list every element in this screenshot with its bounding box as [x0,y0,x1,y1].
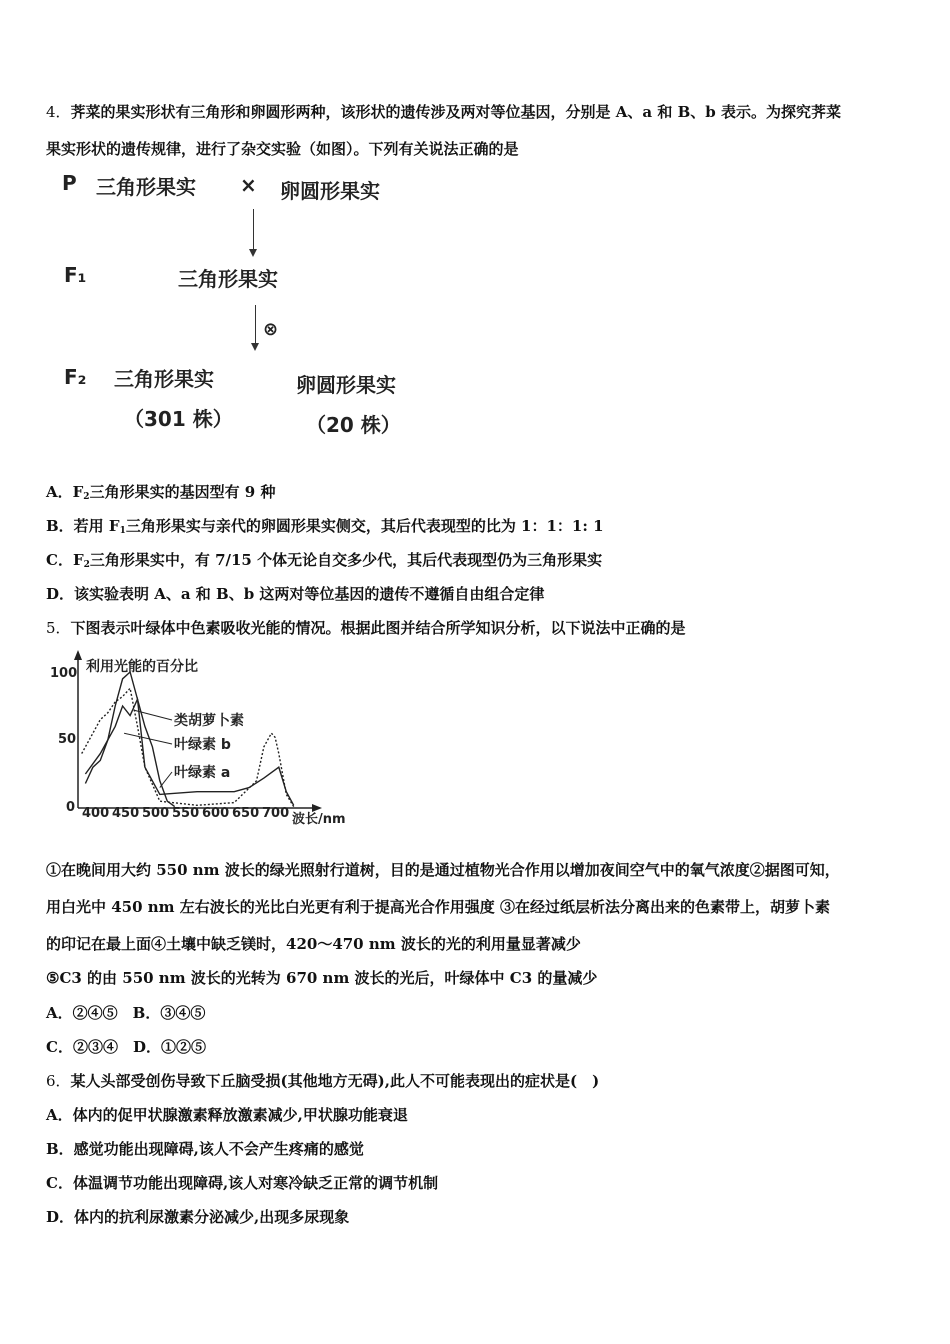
q6-stem-text: 某人头部受创伤导致下丘脑受损(其他地方无碍),此人不可能表现出的症状是( ) [70,1072,600,1090]
y-tick-0: 0 [66,800,76,815]
f2-right-phenotype: 卵圆形果实 [296,373,396,397]
q4-option-a [46,482,275,507]
q5-statement-line1: ①在晚间用大约 550 nm 波长的绿光照射行道树，目的是通过植物光合作用以增加夜间空气中的氧气浓度②据图可知， [46,861,840,879]
q5-stem-text: 下图表示叶绿体中色素吸收光能的情况。根据此图并结合所学知识分析，以下说法中正确的是 [70,619,686,637]
x-tick-700: 700 [262,806,290,821]
q5-number: 5． [46,619,71,637]
self-cross-symbol: ⊗ [263,319,279,340]
q5-options-row2: C．②③④ D．①②⑤ [46,1038,206,1056]
q4-option-c-post: 三角形果实中，有 7/15 个体无论自交多少代，其后代表现型仍为三角形果实 [89,551,603,569]
q4-option-c [46,550,602,575]
x-axis-label: 波长/nm [292,812,346,827]
q4-cross-diagram [58,165,438,445]
q4-option-b-post: 三角形果实与亲代的卵圆形果实侧交，其后代表现型的比为 1：1：1: 1 [125,517,604,535]
cross-symbol: × [240,173,257,197]
q4-option-b-pre: B．若用 F [46,517,120,535]
q5-absorption-chart [48,650,368,830]
legend-carotenoid: 类胡萝卜素 [174,713,244,729]
q5-statement-line4: ⑤C3 的由 550 nm 波长的光转为 670 nm 波长的光后，叶绿体中 C3 的量减少 [46,969,598,987]
f2-left-phenotype: 三角形果实 [114,367,214,391]
f2-right-count: （20 株） [306,413,401,437]
q4-option-c-pre: C．F [46,551,84,569]
x-tick-400: 400 [82,806,110,821]
q4-option-a-sub: 2 [83,492,90,502]
q4-number: 4． [46,103,71,121]
y-tick-100: 100 [50,666,78,681]
q6-number: 6． [46,1072,71,1090]
q6-option-a: A．体内的促甲状腺激素释放激素减少,甲状腺功能衰退 [46,1106,408,1124]
q4-option-a-post: 三角形果实的基因型有 9 种 [89,483,276,501]
f2-generation-label: F₂ [64,365,87,389]
x-tick-450: 450 [112,806,140,821]
q4-option-c-sub: 2 [83,560,90,570]
p-generation-label: P [62,171,77,195]
chart-title: 利用光能的百分比 [86,659,198,675]
q4-option-b-sub: 1 [119,526,126,536]
chlorophyll-a-leader [160,772,172,788]
q5-statement-line2: 用白光中 450 nm 左右波长的光比白光更有利于提高光合作用强度 ③在经过纸层析法分离出来的色素带上，胡萝卜素 [46,898,830,916]
q6-stem [46,1071,599,1091]
q6-option-d: D．体内的抗利尿激素分泌减少,出现多尿现象 [46,1208,350,1226]
q4-option-a-pre: A．F [46,483,84,501]
x-tick-550: 550 [172,806,200,821]
q4-stem-line1 [46,102,841,122]
q5-stem [46,618,686,638]
p-right-phenotype: 卵圆形果实 [280,179,380,203]
y-axis-arrow [74,650,82,660]
self-arrow-head [251,343,259,351]
f2-left-count: （301 株） [124,407,233,431]
legend-chlorophyll-a: 叶绿素 a [174,765,231,781]
p-left-phenotype: 三角形果实 [96,175,196,199]
y-tick-50: 50 [58,732,77,747]
q5-options-row1: A．②④⑤ B．③④⑤ [46,1004,206,1022]
self-arrow-line [255,305,256,345]
q6-option-b: B．感觉功能出现障碍,该人不会产生疼痛的感觉 [46,1140,364,1158]
carotenoid-curve [85,699,174,806]
legend-chlorophyll-b: 叶绿素 b [174,737,231,753]
cross-arrow-head [249,249,257,257]
q4-option-b [46,516,604,541]
x-tick-650: 650 [232,806,260,821]
q6-option-c: C．体温调节功能出现障碍,该人对寒冷缺乏正常的调节机制 [46,1174,439,1192]
q5-statement-line3: 的印记在最上面④土壤中缺乏镁时，420～470 nm 波长的光的利用量显著减少 [46,935,581,953]
cross-arrow-line [253,209,254,251]
f1-generation-label: F₁ [64,263,87,287]
q4-stem-text1: 荠菜的果实形状有三角形和卵圆形两种，该形状的遗传涉及两对等位基因，分别是 A、a 和 B、b 表示。为探究荠菜 [70,103,841,121]
f1-phenotype: 三角形果实 [178,267,278,291]
x-tick-500: 500 [142,806,170,821]
q4-option-d: D．该实验表明 A、a 和 B、b 这两对等位基因的遗传不遵循自由组合定律 [46,585,545,603]
x-tick-600: 600 [202,806,230,821]
q4-stem-line2: 果实形状的遗传规律，进行了杂交实验（如图）。下列有关说法正确的是 [46,140,519,158]
